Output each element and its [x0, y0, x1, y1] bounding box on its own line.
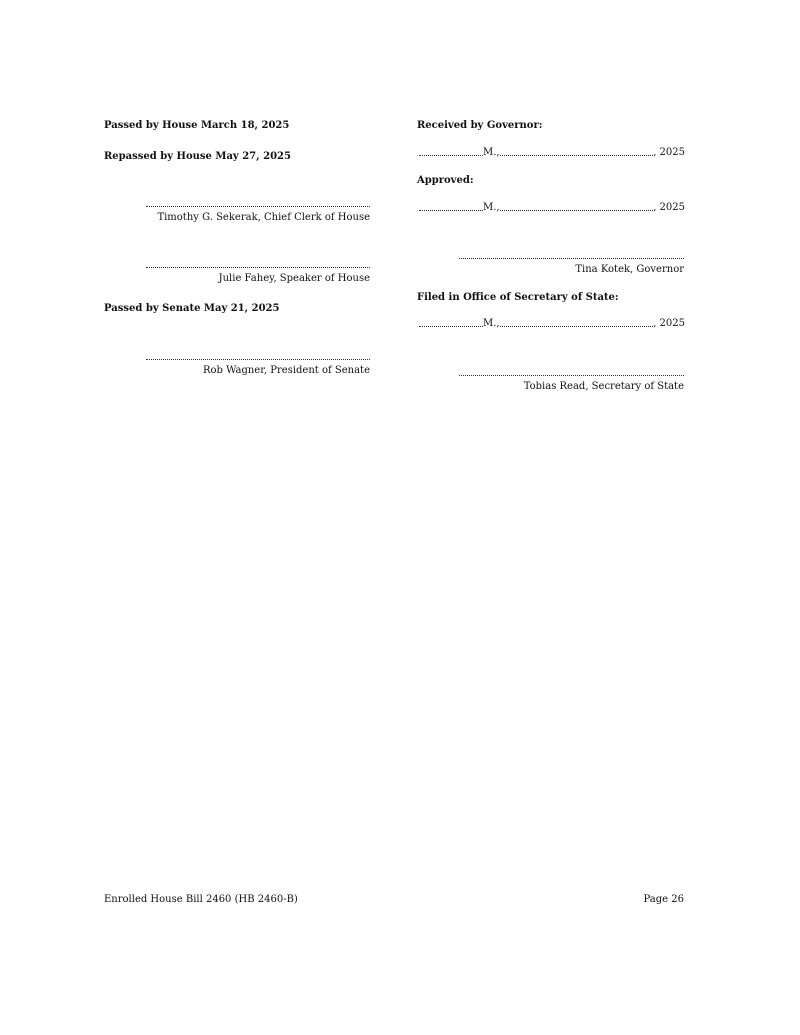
received-time-blank	[419, 155, 483, 156]
approved-year-label: , 2025	[653, 202, 685, 213]
approved-m-label: M.,	[483, 202, 500, 213]
filed-secretary-heading: Filed in Office of Secretary of State:	[417, 292, 619, 303]
received-by-governor-heading: Received by Governor:	[417, 120, 543, 131]
filed-m-label: M.,	[483, 318, 500, 329]
received-year-label: , 2025	[653, 147, 685, 158]
received-m-label: M.,	[483, 147, 500, 158]
passed-by-house-heading: Passed by House March 18, 2025	[104, 120, 290, 131]
footer-bill-name: Enrolled House Bill 2460 (HB 2460-B)	[104, 894, 298, 905]
filed-date-blank	[500, 326, 654, 327]
approved-date-blank	[500, 210, 654, 211]
received-date-line	[419, 147, 685, 158]
president-signature-line	[146, 359, 370, 360]
footer-page-number: Page 26	[643, 894, 684, 905]
passed-by-senate-heading: Passed by Senate May 21, 2025	[104, 303, 280, 314]
filed-date-line	[419, 318, 685, 329]
approved-heading: Approved:	[417, 175, 474, 186]
governor-signature-line	[459, 258, 684, 259]
secretary-signature-label: Tobias Read, Secretary of State	[523, 381, 684, 392]
secretary-signature-line	[459, 375, 684, 376]
filed-time-blank	[419, 326, 483, 327]
chief-clerk-signature-label: Timothy G. Sekerak, Chief Clerk of House	[157, 212, 370, 223]
approved-time-blank	[419, 210, 483, 211]
governor-signature-label: Tina Kotek, Governor	[575, 264, 684, 275]
filed-year-label: , 2025	[653, 318, 685, 329]
repassed-by-house-heading: Repassed by House May 27, 2025	[104, 151, 291, 162]
speaker-signature-line	[146, 267, 370, 268]
speaker-signature-label: Julie Fahey, Speaker of House	[218, 273, 370, 284]
approved-date-line	[419, 202, 685, 213]
president-signature-label: Rob Wagner, President of Senate	[202, 365, 370, 376]
received-date-blank	[500, 155, 654, 156]
chief-clerk-signature-line	[146, 206, 370, 207]
